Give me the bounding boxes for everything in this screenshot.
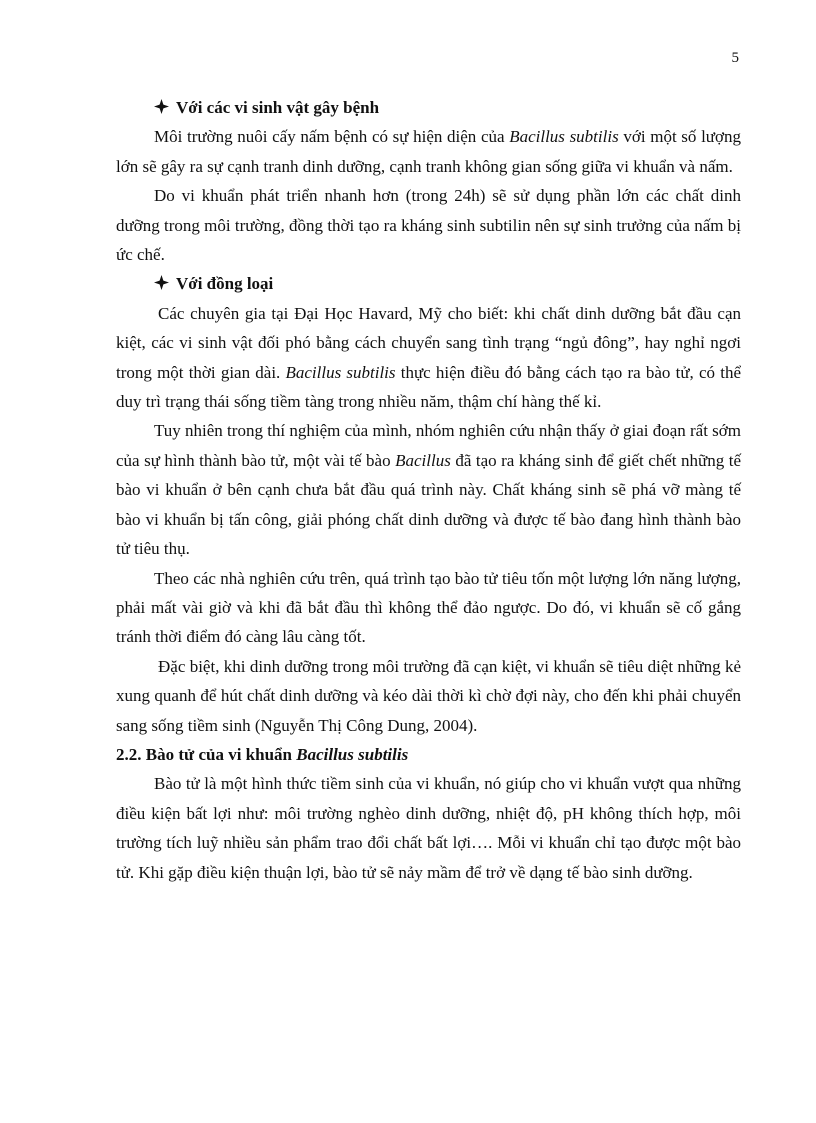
four-pointed-star-icon: [154, 269, 176, 298]
page-number: 5: [731, 50, 739, 66]
species-name: Bacillus subtilis: [285, 362, 396, 382]
paragraph-text: Các chuyên gia tại Đại Học Havard, Mỹ cho biết: khi chất dinh dưỡng bắt đầu cạn kiệt, các vi sinh vật đối phó bằng cách chuyển sang tình trạng “ngủ đông”, hay nghỉ ngơi trong một thời gian dài.: [116, 303, 741, 382]
paragraph-energy: [116, 564, 741, 652]
section-title-text: Bào tử của vi khuẩn: [141, 744, 297, 764]
paragraph-text: với một số lượng lớn sẽ gây ra sự cạnh tranh dinh dưỡng, cạnh tranh không gian sống giữa vi khuẩn và nấm.: [116, 127, 742, 176]
subheading-pathogens-text: Với các vi sinh vật gây bệnh: [176, 98, 380, 117]
paragraph-spores: [116, 769, 741, 887]
subheading-conspecifics: [116, 269, 741, 298]
paragraph-text: Do vi khuẩn phát triển nhanh hơn (trong 24h) sẽ sử dụng phần lớn các chất dinh dưỡng trong môi trường, đồng thời tạo ra kháng sinh subtilin nên sự sinh trưởng của nấm bị ức chế.: [116, 186, 741, 265]
paragraph-text: Theo các nhà nghiên cứu trên, quá trình tạo bào tử tiêu tốn một lượng lớn năng lượng, phải mất vài giờ và khi đã bắt đầu thì không thể đảo ngược. Do đó, vi khuẩn sẽ cố gắng tránh thời điểm đó càng lâu càng tốt.: [116, 568, 741, 647]
section-number: 2.2.: [116, 744, 142, 764]
paragraph-text: Đặc biệt, khi dinh dưỡng trong môi trường đã cạn kiệt, vi khuẩn sẽ tiêu diệt những kẻ xung quanh để hút chất dinh dưỡng và kéo dài thời kì chờ đợi này, cho đến khi phải chuyển sang sống tiềm sinh (Nguyễn Thị Công Dung, 2004).: [116, 656, 741, 735]
paragraph-text: thực hiện điều đó bằng cách tạo ra bào tử, có thể duy trì trạng thái sống tiềm tàng trong nhiều năm, thậm chí hàng thế kỉ.: [116, 362, 741, 412]
species-name: Bacillus subtilis: [509, 127, 619, 147]
subheading-pathogens: [116, 93, 741, 122]
paragraph-special: [116, 652, 741, 740]
paragraph-text: Tuy nhiên trong thí nghiệm của mình, nhóm nghiên cứu nhận thấy ở giai đoạn rất sớm của sự hình thành bào tử, một vài tế bào: [116, 421, 742, 470]
paragraph-text: đã tạo ra kháng sinh để giết chết những tế bào vi khuẩn ở bên cạnh chưa bắt đầu quá trình này. Chất kháng sinh sẽ phá vỡ màng tế bào vi khuẩn bị tấn công, giải phóng chất dinh dưỡng và được tế bào đang hình thành bào tử tiêu thụ.: [116, 450, 741, 559]
paragraph-growth-rate: [116, 181, 741, 269]
section-title-species: Bacillus subtilis: [296, 744, 409, 764]
four-pointed-star-icon: [154, 93, 176, 122]
paragraph-competition: [116, 122, 741, 181]
paragraph-harvard: [116, 299, 741, 417]
genus-name: Bacillus: [395, 450, 451, 470]
subheading-conspecifics-text: Với đồng loại: [176, 274, 274, 294]
paragraph-text: Môi trường nuôi cấy nấm bệnh có sự hiện diện của: [154, 127, 510, 147]
section-title: [116, 740, 741, 769]
paragraph-text: Bào tử là một hình thức tiềm sinh của vi khuẩn, nó giúp cho vi khuẩn vượt qua những điều kiện bất lợi như: môi trường nghèo dinh dưỡng, nhiệt độ, pH không thích hợp, môi trường tích luỹ nhiều sản phẩm trao đổi chất bất lợi…. Mỗi vi khuẩn chỉ tạo được một bào tử. Khi gặp điều kiện thuận lợi, bào tử sẽ nảy mầm để trở về dạng tế bào sinh dưỡng.: [116, 774, 741, 882]
document-body: [116, 93, 741, 887]
paragraph-experiment: [116, 416, 741, 563]
